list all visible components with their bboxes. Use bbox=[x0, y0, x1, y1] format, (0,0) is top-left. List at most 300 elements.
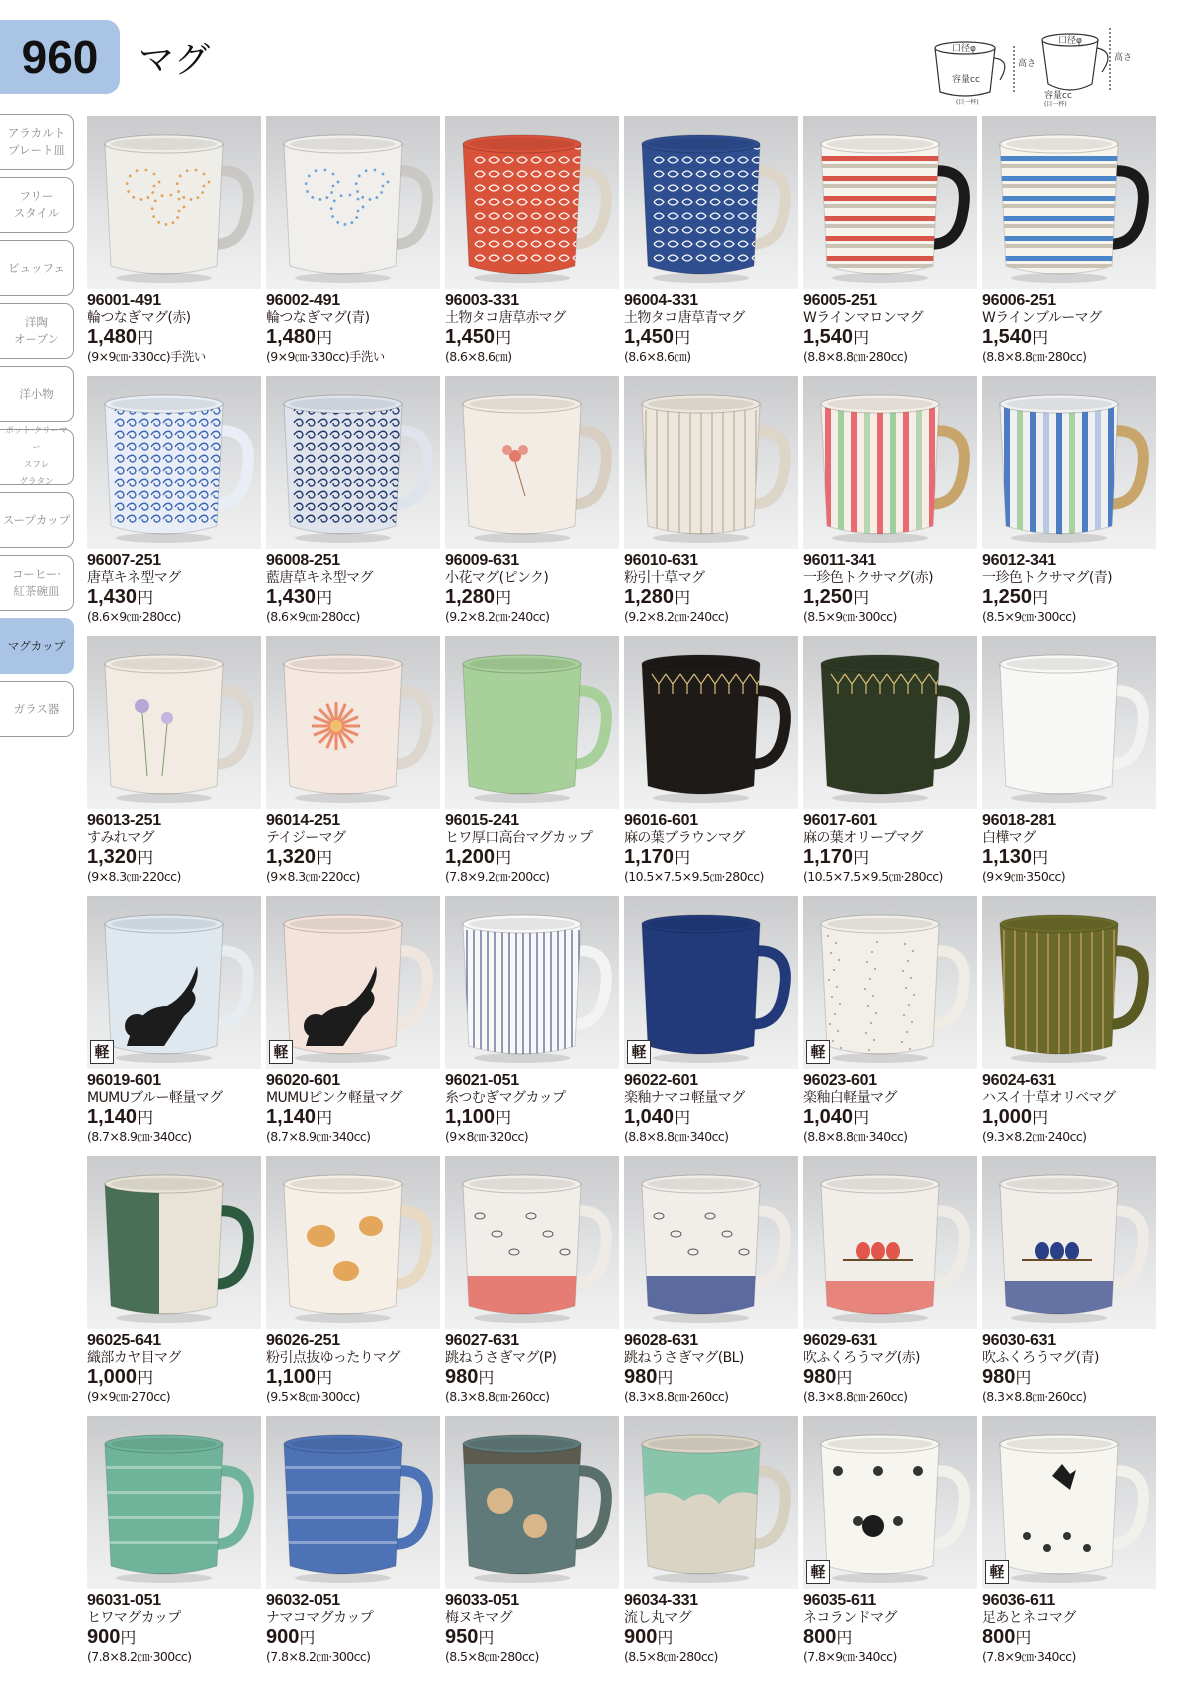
product-card[interactable] bbox=[803, 376, 977, 636]
price-unit: 円 bbox=[836, 1630, 853, 1647]
product-price: 1,040 bbox=[803, 1106, 854, 1128]
product-code: 96022-601 bbox=[624, 1072, 698, 1089]
product-spec: (8.3×8.8㎝·260cc) bbox=[624, 1389, 729, 1404]
product-info bbox=[266, 1072, 446, 1145]
price-unit: 円 bbox=[137, 850, 154, 867]
product-card[interactable] bbox=[624, 1416, 798, 1676]
lightweight-badge: 軽 bbox=[269, 1040, 293, 1064]
product-code: 96036-611 bbox=[982, 1592, 1055, 1609]
product-code: 96010-631 bbox=[624, 552, 698, 569]
product-price: 1,320 bbox=[266, 846, 317, 868]
product-photo bbox=[982, 896, 1156, 1069]
product-photo bbox=[445, 896, 619, 1069]
product-price: 1,000 bbox=[87, 1366, 138, 1388]
product-card[interactable] bbox=[266, 636, 440, 896]
product-card[interactable] bbox=[87, 1416, 261, 1676]
product-card[interactable] bbox=[266, 376, 440, 636]
product-photo bbox=[624, 376, 798, 549]
product-spec: (7.8×9.2㎝·200cc) bbox=[445, 869, 550, 884]
price-unit: 円 bbox=[137, 330, 154, 347]
product-code: 96029-631 bbox=[803, 1332, 877, 1349]
product-price: 1,540 bbox=[982, 326, 1033, 348]
product-price: 980 bbox=[624, 1366, 658, 1388]
product-photo bbox=[87, 1416, 261, 1589]
product-price: 980 bbox=[982, 1366, 1016, 1388]
product-code: 96011-341 bbox=[803, 552, 876, 569]
price-unit: 円 bbox=[316, 1370, 333, 1387]
product-price: 1,540 bbox=[803, 326, 854, 348]
product-price-row bbox=[266, 1627, 446, 1649]
product-code: 96020-601 bbox=[266, 1072, 340, 1089]
product-name: ナマコマグカップ bbox=[266, 1610, 374, 1626]
product-code: 96031-051 bbox=[87, 1592, 161, 1609]
product-info bbox=[87, 1332, 267, 1405]
sidebar-tab[interactable]: ポット·クリーマー スフレ グラタン bbox=[0, 429, 74, 485]
product-card[interactable] bbox=[982, 116, 1156, 376]
product-card[interactable] bbox=[445, 376, 619, 636]
product-card[interactable] bbox=[982, 376, 1156, 636]
product-code: 96028-631 bbox=[624, 1332, 698, 1349]
product-info bbox=[803, 292, 983, 365]
product-price: 900 bbox=[87, 1626, 121, 1648]
product-photo bbox=[266, 1416, 440, 1589]
price-unit: 円 bbox=[137, 590, 154, 607]
product-info bbox=[445, 292, 625, 365]
product-spec: (9×8.3㎝·220cc) bbox=[87, 869, 181, 884]
product-price-row bbox=[803, 587, 983, 609]
product-card[interactable] bbox=[87, 1156, 261, 1416]
product-price-row bbox=[87, 587, 267, 609]
product-card[interactable] bbox=[982, 636, 1156, 896]
product-name: 梅ヌキマグ bbox=[445, 1610, 512, 1626]
product-name: MUMUピンク軽量マグ bbox=[266, 1090, 402, 1106]
product-code: 96030-631 bbox=[982, 1332, 1056, 1349]
price-unit: 円 bbox=[495, 590, 512, 607]
price-unit: 円 bbox=[316, 330, 333, 347]
product-info bbox=[803, 1592, 983, 1665]
product-spec: (8.8×8.8㎝·340cc) bbox=[624, 1129, 729, 1144]
product-price-row bbox=[445, 587, 625, 609]
price-unit: 円 bbox=[495, 330, 512, 347]
product-photo bbox=[87, 896, 261, 1069]
product-photo bbox=[982, 636, 1156, 809]
product-card[interactable] bbox=[445, 636, 619, 896]
product-photo bbox=[803, 636, 977, 809]
product-code: 96002-491 bbox=[266, 292, 340, 309]
product-price: 800 bbox=[982, 1626, 1016, 1648]
product-name: 土物タコ唐草赤マグ bbox=[445, 310, 566, 326]
product-price-row bbox=[87, 327, 267, 349]
product-spec: (9×9㎝·350cc) bbox=[982, 869, 1066, 884]
height-label-1: 高さ bbox=[1018, 59, 1037, 69]
price-unit: 円 bbox=[853, 1110, 870, 1127]
product-name: MUMUブルー軽量マグ bbox=[87, 1090, 223, 1106]
product-photo bbox=[266, 636, 440, 809]
product-card[interactable] bbox=[87, 636, 261, 896]
product-spec: (9.2×8.2㎝·240cc) bbox=[624, 609, 729, 624]
product-price-row bbox=[87, 1627, 267, 1649]
product-info bbox=[624, 1592, 804, 1665]
product-card[interactable] bbox=[803, 1416, 977, 1676]
product-code: 96003-331 bbox=[445, 292, 519, 309]
product-spec: (8.3×8.8㎝·260cc) bbox=[803, 1389, 908, 1404]
product-card[interactable] bbox=[624, 376, 798, 636]
product-price-row bbox=[982, 327, 1162, 349]
product-name: 輪つなぎマグ(赤) bbox=[87, 310, 191, 326]
product-code: 96033-051 bbox=[445, 1592, 519, 1609]
product-name: 吹ふくろうマグ(青) bbox=[982, 1350, 1099, 1366]
sidebar-tab[interactable]: コーヒー· 紅茶碗皿 bbox=[0, 555, 74, 611]
product-photo bbox=[982, 376, 1156, 549]
product-name: 輪つなぎマグ(青) bbox=[266, 310, 370, 326]
product-card[interactable] bbox=[982, 1156, 1156, 1416]
product-name: 織部カヤ目マグ bbox=[87, 1350, 181, 1366]
product-name: 吹ふくろうマグ(赤) bbox=[803, 1350, 920, 1366]
product-code: 96019-601 bbox=[87, 1072, 161, 1089]
product-card[interactable] bbox=[266, 116, 440, 376]
product-name: 藍唐草キネ型マグ bbox=[266, 570, 373, 586]
price-unit: 円 bbox=[657, 1630, 674, 1647]
product-spec: (8.7×8.9㎝·340cc) bbox=[87, 1129, 192, 1144]
sidebar-tab[interactable]: 洋陶 オーブン bbox=[0, 303, 74, 359]
product-photo bbox=[803, 896, 977, 1069]
product-spec: (8.5×9㎝·300cc) bbox=[803, 609, 897, 624]
product-price-row bbox=[803, 1107, 983, 1129]
product-info bbox=[445, 1332, 625, 1405]
product-price: 1,450 bbox=[624, 326, 675, 348]
lightweight-badge: 軽 bbox=[90, 1040, 114, 1064]
product-price: 1,140 bbox=[87, 1106, 138, 1128]
product-spec: (10.5×7.5×9.5㎝·280cc) bbox=[624, 869, 764, 884]
price-unit: 円 bbox=[1032, 850, 1049, 867]
product-card[interactable] bbox=[982, 1416, 1156, 1676]
product-photo bbox=[445, 116, 619, 289]
product-code: 96008-251 bbox=[266, 552, 340, 569]
product-card[interactable] bbox=[624, 1156, 798, 1416]
product-photo bbox=[445, 376, 619, 549]
product-info bbox=[445, 1592, 625, 1665]
product-photo bbox=[87, 636, 261, 809]
product-name: 粉引十草マグ bbox=[624, 570, 705, 586]
product-info bbox=[445, 552, 625, 625]
product-spec: (8.6×9㎝·280cc) bbox=[87, 609, 181, 624]
product-card[interactable] bbox=[624, 116, 798, 376]
product-price: 1,200 bbox=[445, 846, 496, 868]
product-code: 96004-331 bbox=[624, 292, 698, 309]
price-unit: 円 bbox=[316, 850, 333, 867]
product-spec: (8.6×8.6㎝) bbox=[624, 349, 691, 364]
product-code: 96017-601 bbox=[803, 812, 877, 829]
price-unit: 円 bbox=[836, 1370, 853, 1387]
product-name: 白樺マグ bbox=[982, 830, 1036, 846]
product-photo bbox=[624, 636, 798, 809]
product-card[interactable] bbox=[266, 1156, 440, 1416]
product-info bbox=[624, 812, 804, 885]
product-price: 980 bbox=[445, 1366, 479, 1388]
product-info bbox=[624, 1332, 804, 1405]
product-info bbox=[803, 552, 983, 625]
price-unit: 円 bbox=[495, 1110, 512, 1127]
product-code: 96012-341 bbox=[982, 552, 1056, 569]
product-price-row bbox=[266, 327, 446, 349]
product-photo bbox=[266, 1156, 440, 1329]
product-spec: (8.3×8.8㎝·260cc) bbox=[982, 1389, 1087, 1404]
product-price: 950 bbox=[445, 1626, 479, 1648]
product-price-row bbox=[87, 847, 267, 869]
product-spec: (7.8×9㎝·340cc) bbox=[803, 1649, 897, 1664]
product-name: すみれマグ bbox=[87, 830, 154, 846]
sidebar-tab[interactable]: 洋小物 bbox=[0, 366, 74, 422]
product-info bbox=[803, 812, 983, 885]
product-code: 96021-051 bbox=[445, 1072, 519, 1089]
product-name: 小花マグ(ピンク) bbox=[445, 570, 549, 586]
price-unit: 円 bbox=[853, 330, 870, 347]
product-photo bbox=[982, 116, 1156, 289]
product-name: 粉引点抜ゆったりマグ bbox=[266, 1350, 400, 1366]
product-card[interactable] bbox=[445, 896, 619, 1156]
product-card[interactable] bbox=[803, 896, 977, 1156]
product-card[interactable] bbox=[803, 636, 977, 896]
product-price-row bbox=[982, 1107, 1162, 1129]
product-info bbox=[803, 1072, 983, 1145]
product-price-row bbox=[624, 847, 804, 869]
product-name: 流し丸マグ bbox=[624, 1610, 691, 1626]
product-price-row bbox=[982, 1627, 1162, 1649]
product-price: 900 bbox=[624, 1626, 658, 1648]
product-price-row bbox=[624, 327, 804, 349]
product-info bbox=[266, 292, 446, 365]
product-card[interactable] bbox=[982, 896, 1156, 1156]
product-code: 96023-601 bbox=[803, 1072, 877, 1089]
product-spec: (9.5×8㎝·300cc) bbox=[266, 1389, 360, 1404]
lightweight-badge: 軽 bbox=[806, 1560, 830, 1584]
product-info bbox=[803, 1332, 983, 1405]
product-spec: (8.6×9㎝·280cc) bbox=[266, 609, 360, 624]
product-price-row bbox=[445, 1627, 625, 1649]
product-price: 1,430 bbox=[87, 586, 138, 608]
product-photo bbox=[266, 896, 440, 1069]
capacity-note-1: (目一杯) bbox=[956, 99, 979, 106]
price-unit: 円 bbox=[137, 1110, 154, 1127]
product-price: 1,130 bbox=[982, 846, 1033, 868]
price-unit: 円 bbox=[478, 1370, 495, 1387]
product-name: Wラインブルーマグ bbox=[982, 310, 1102, 326]
product-price: 1,140 bbox=[266, 1106, 317, 1128]
product-price-row bbox=[624, 1107, 804, 1129]
product-spec: (9×9㎝·330cc)手洗い bbox=[87, 349, 206, 364]
price-unit: 円 bbox=[495, 850, 512, 867]
product-card[interactable] bbox=[803, 116, 977, 376]
page-number: 960 bbox=[21, 31, 99, 83]
product-price-row bbox=[803, 327, 983, 349]
product-price-row bbox=[445, 1107, 625, 1129]
product-spec: (7.8×8.2㎝·300cc) bbox=[87, 1649, 192, 1664]
price-unit: 円 bbox=[137, 1370, 154, 1387]
sidebar-tab[interactable]: ビュッフェ bbox=[0, 240, 74, 296]
product-card[interactable] bbox=[445, 1416, 619, 1676]
product-code: 96014-251 bbox=[266, 812, 340, 829]
product-name: 跳ねうさぎマグ(P) bbox=[445, 1350, 557, 1366]
product-price-row bbox=[624, 587, 804, 609]
mouth-label-1: 口径φ bbox=[952, 44, 976, 54]
product-card[interactable] bbox=[624, 896, 798, 1156]
product-code: 96007-251 bbox=[87, 552, 161, 569]
price-unit: 円 bbox=[478, 1630, 495, 1647]
product-info bbox=[624, 552, 804, 625]
product-photo bbox=[87, 376, 261, 549]
product-price-row bbox=[982, 847, 1162, 869]
product-name: ハスイ十草オリベマグ bbox=[982, 1090, 1116, 1106]
product-price: 1,170 bbox=[803, 846, 854, 868]
product-info bbox=[87, 1592, 267, 1665]
page-number-badge bbox=[0, 20, 120, 94]
sidebar-tab[interactable]: マグカップ bbox=[0, 618, 74, 674]
product-card[interactable] bbox=[266, 1416, 440, 1676]
sidebar-tab[interactable]: フリー スタイル bbox=[0, 177, 74, 233]
price-unit: 円 bbox=[674, 850, 691, 867]
product-code: 96035-611 bbox=[803, 1592, 876, 1609]
product-spec: (9×9㎝·270cc) bbox=[87, 1389, 171, 1404]
product-name: 楽釉ナマコ軽量マグ bbox=[624, 1090, 745, 1106]
product-code: 96005-251 bbox=[803, 292, 877, 309]
product-code: 96015-241 bbox=[445, 812, 519, 829]
price-unit: 円 bbox=[853, 590, 870, 607]
product-card[interactable] bbox=[445, 1156, 619, 1416]
product-name: テイジーマグ bbox=[266, 830, 346, 846]
product-info bbox=[982, 1072, 1162, 1145]
product-card[interactable] bbox=[266, 896, 440, 1156]
product-info bbox=[266, 1592, 446, 1665]
product-name: 唐草キネ型マグ bbox=[87, 570, 181, 586]
product-card[interactable] bbox=[624, 636, 798, 896]
product-price-row bbox=[445, 847, 625, 869]
capacity-label-2: 容量cc bbox=[1044, 91, 1072, 101]
product-info bbox=[87, 1072, 267, 1145]
price-unit: 円 bbox=[1015, 1370, 1032, 1387]
product-name: 麻の葉オリーブマグ bbox=[803, 830, 923, 846]
product-info bbox=[266, 1332, 446, 1405]
page-title: マグ bbox=[138, 40, 211, 81]
lightweight-badge: 軽 bbox=[806, 1040, 830, 1064]
product-photo bbox=[803, 1156, 977, 1329]
product-price-row bbox=[445, 1367, 625, 1389]
product-price-row bbox=[266, 587, 446, 609]
product-name: 足あとネコマグ bbox=[982, 1610, 1076, 1626]
product-photo bbox=[803, 1416, 977, 1589]
lightweight-badge: 軽 bbox=[627, 1040, 651, 1064]
product-code: 96013-251 bbox=[87, 812, 161, 829]
product-price-row bbox=[87, 1107, 267, 1129]
product-photo bbox=[445, 1156, 619, 1329]
product-photo bbox=[87, 1156, 261, 1329]
product-price-row bbox=[803, 847, 983, 869]
product-code: 96027-631 bbox=[445, 1332, 519, 1349]
price-unit: 円 bbox=[316, 1110, 333, 1127]
product-card[interactable] bbox=[803, 1156, 977, 1416]
product-card[interactable] bbox=[87, 116, 261, 376]
product-info bbox=[982, 552, 1162, 625]
price-unit: 円 bbox=[853, 850, 870, 867]
product-price: 1,280 bbox=[445, 586, 496, 608]
product-price-row bbox=[624, 1367, 804, 1389]
product-info bbox=[87, 292, 267, 365]
product-price: 1,320 bbox=[87, 846, 138, 868]
product-spec: (10.5×7.5×9.5㎝·280cc) bbox=[803, 869, 943, 884]
product-photo bbox=[803, 376, 977, 549]
product-photo bbox=[87, 116, 261, 289]
product-photo bbox=[266, 376, 440, 549]
price-unit: 円 bbox=[299, 1630, 316, 1647]
price-unit: 円 bbox=[1032, 590, 1049, 607]
product-price: 980 bbox=[803, 1366, 837, 1388]
product-name: 糸つむぎマグカップ bbox=[445, 1090, 566, 1106]
sidebar-tab[interactable]: ガラス器 bbox=[0, 681, 74, 737]
product-spec: (8.3×8.8㎝·260cc) bbox=[445, 1389, 550, 1404]
product-spec: (9×9㎝·330cc)手洗い bbox=[266, 349, 385, 364]
price-unit: 円 bbox=[1032, 1110, 1049, 1127]
product-price: 900 bbox=[266, 1626, 300, 1648]
product-price: 1,450 bbox=[445, 326, 496, 348]
price-unit: 円 bbox=[316, 590, 333, 607]
product-info bbox=[982, 1592, 1162, 1665]
price-unit: 円 bbox=[120, 1630, 137, 1647]
product-price: 1,250 bbox=[982, 586, 1033, 608]
product-card[interactable] bbox=[87, 896, 261, 1156]
product-code: 96034-331 bbox=[624, 1592, 698, 1609]
product-spec: (7.8×9㎝·340cc) bbox=[982, 1649, 1076, 1664]
product-spec: (8.8×8.8㎝·280cc) bbox=[982, 349, 1087, 364]
product-price-row bbox=[803, 1627, 983, 1649]
product-spec: (8.6×8.6㎝) bbox=[445, 349, 512, 364]
sidebar-tab[interactable]: スープカップ bbox=[0, 492, 74, 548]
product-spec: (9×8.3㎝·220cc) bbox=[266, 869, 360, 884]
price-unit: 円 bbox=[674, 1110, 691, 1127]
price-unit: 円 bbox=[657, 1370, 674, 1387]
product-spec: (9.3×8.2㎝·240cc) bbox=[982, 1129, 1087, 1144]
product-photo bbox=[982, 1416, 1156, 1589]
product-info bbox=[445, 1072, 625, 1145]
price-unit: 円 bbox=[1032, 330, 1049, 347]
price-unit: 円 bbox=[674, 330, 691, 347]
product-price-row bbox=[266, 847, 446, 869]
height-label-2: 高さ bbox=[1114, 53, 1133, 63]
product-name: 楽釉白軽量マグ bbox=[803, 1090, 897, 1106]
size-guide-diagram bbox=[930, 22, 1150, 110]
product-photo bbox=[624, 896, 798, 1069]
product-card[interactable] bbox=[445, 116, 619, 376]
category-sidebar bbox=[0, 114, 78, 744]
capacity-label-1: 容量cc bbox=[952, 75, 980, 85]
product-code: 96025-641 bbox=[87, 1332, 161, 1349]
price-unit: 円 bbox=[1015, 1630, 1032, 1647]
product-price-row bbox=[982, 587, 1162, 609]
product-info bbox=[87, 552, 267, 625]
product-price-row bbox=[803, 1367, 983, 1389]
product-spec: (8.8×8.8㎝·340cc) bbox=[803, 1129, 908, 1144]
product-card[interactable] bbox=[87, 376, 261, 636]
product-name: ヒワマグカップ bbox=[87, 1610, 181, 1626]
product-code: 96009-631 bbox=[445, 552, 519, 569]
product-info bbox=[266, 552, 446, 625]
product-name: 跳ねうさぎマグ(BL) bbox=[624, 1350, 744, 1366]
product-info bbox=[982, 812, 1162, 885]
product-photo bbox=[445, 1416, 619, 1589]
product-name: 土物タコ唐草青マグ bbox=[624, 310, 745, 326]
mouth-label-2: 口径φ bbox=[1058, 36, 1082, 46]
product-price-row bbox=[266, 1367, 446, 1389]
product-code: 96006-251 bbox=[982, 292, 1056, 309]
sidebar-tab[interactable]: アラカルト プレート皿 bbox=[0, 114, 74, 170]
